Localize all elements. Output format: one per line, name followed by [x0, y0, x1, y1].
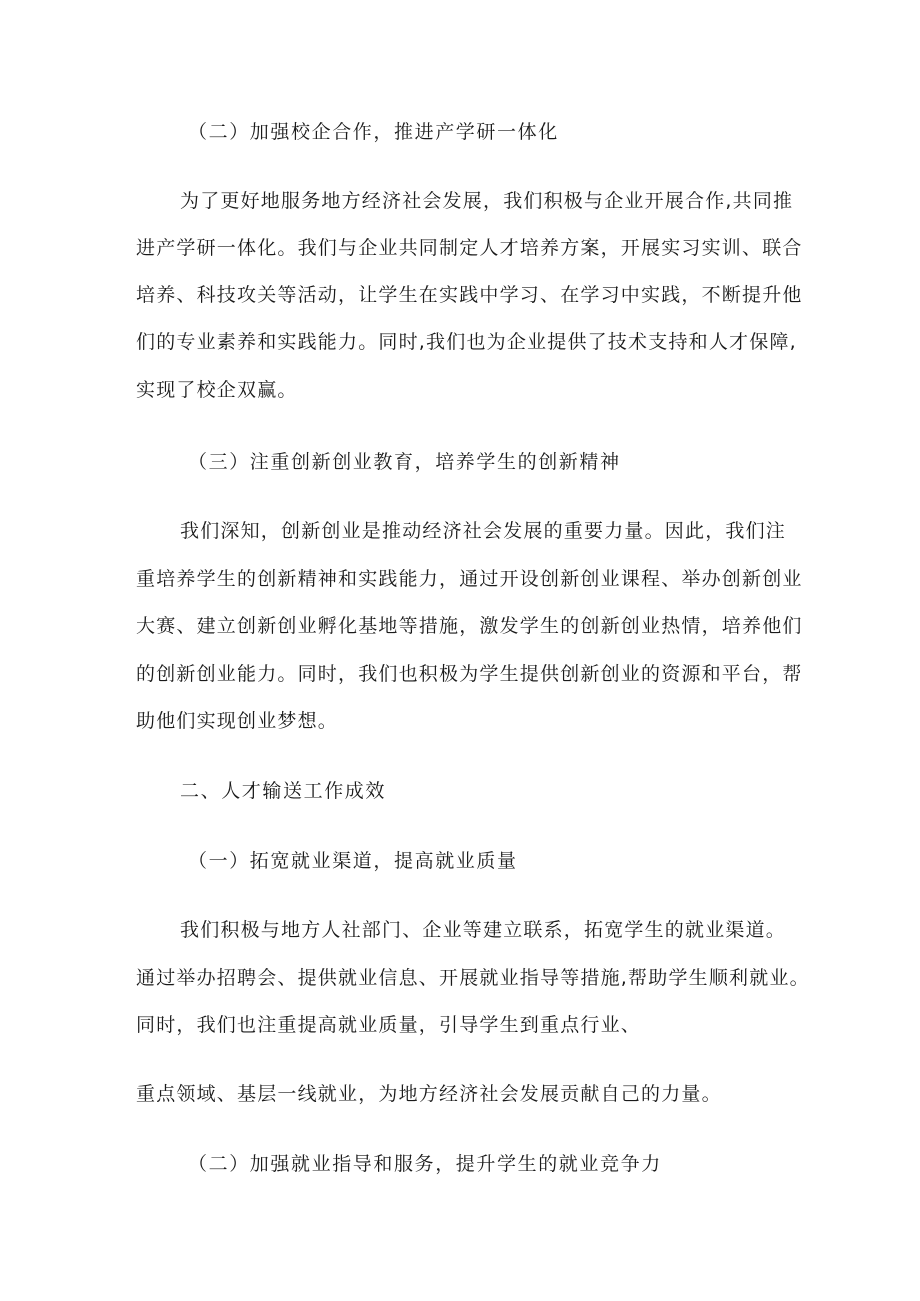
paragraph-line: 实现了校企双赢。: [136, 379, 298, 401]
paragraph-line: 的创新创业能力。同时，我们也积极为学生提供创新创业的资源和平台，帮: [136, 663, 803, 685]
paragraph-line: 进产学研一体化。我们与企业共同制定人才培养方案，开展实习实训、联合: [136, 237, 803, 259]
paragraph-line: 培养、科技攻关等活动，让学生在实践中学习、在学习中实践，不断提升他: [136, 284, 803, 306]
paragraph-line: 我们积极与地方人社部门、企业等建立联系，拓宽学生的就业渠道。: [180, 919, 787, 941]
section-heading: （二）加强校企合作，推进产学研一体化: [188, 121, 559, 143]
paragraph-line: 为了更好地服务地方经济社会发展，我们积极与企业开展合作,共同推: [180, 190, 794, 212]
paragraph-line: 助他们实现创业梦想。: [136, 710, 339, 732]
section-heading: （二）加强就业指导和服务，提升学生的就业竞争力: [188, 1153, 662, 1175]
section-heading: （三）注重创新创业教育，培养学生的创新精神: [188, 451, 621, 473]
paragraph-line: 重点领域、基层一线就业，为地方经济社会发展贡献自己的力量。: [136, 1083, 722, 1105]
part-heading: 二、人才输送工作成效: [180, 780, 387, 802]
paragraph-line: 我们深知，创新创业是推动经济社会发展的重要力量。因此，我们注: [180, 520, 787, 542]
paragraph-line: 大赛、建立创新创业孵化基地等措施，激发学生的创新创业热情，培养他们: [136, 615, 803, 637]
paragraph-line: 重培养学生的创新精神和实践能力，通过开设创新创业课程、举办创新创业: [136, 568, 803, 590]
paragraph-line: 通过举办招聘会、提供就业信息、开展就业指导等措施,帮助学生顺利就业。: [136, 967, 810, 989]
section-heading: （一）拓宽就业渠道，提高就业质量: [188, 850, 518, 872]
paragraph-line: 同时，我们也注重提高就业质量，引导学生到重点行业、: [136, 1014, 642, 1036]
paragraph-line: 们的专业素养和实践能力。同时,我们也为企业提供了技术支持和人才保障,: [136, 331, 797, 353]
